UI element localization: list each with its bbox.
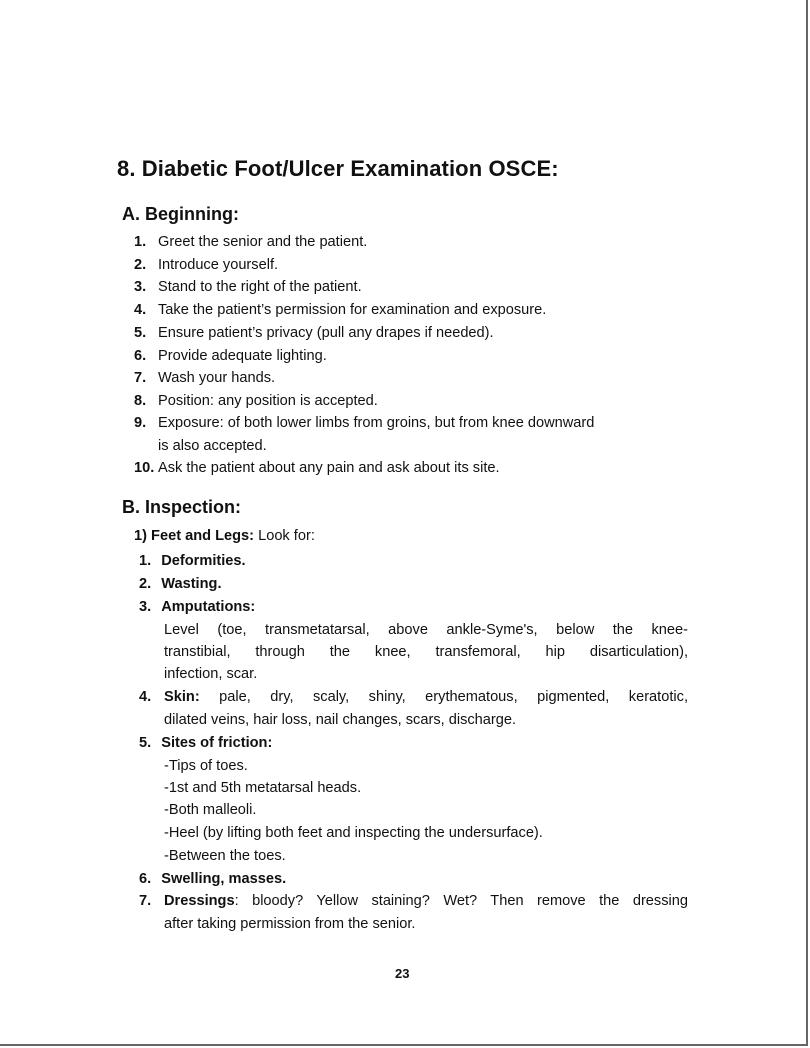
a-item-text: Take the patient’s permission for examination and exposure. <box>158 302 547 318</box>
a-item-text: Position: any position is accepted. <box>158 393 378 409</box>
a-item-2 <box>134 254 278 277</box>
b-item-5-label: Sites of friction: <box>161 735 273 751</box>
page-number: 23 <box>395 966 410 981</box>
b-item-2-num: 2. <box>139 576 152 592</box>
section-a-heading: A. Beginning: <box>122 204 239 224</box>
b-item-1-num: 1. <box>139 553 152 569</box>
b-item-3-line-1: Level (toe, transmetatarsal, above ankle-Syme's, below the knee- <box>164 622 688 638</box>
b-item-2 <box>139 573 222 596</box>
b-item-1 <box>139 550 246 573</box>
b-item-3-label: Amputations: <box>161 599 256 615</box>
friction-site: -Tips of toes. <box>164 758 248 774</box>
b-item-7-label: Dressings <box>164 893 235 909</box>
a-item-8 <box>134 390 378 413</box>
b-item-2-label: Wasting. <box>161 576 222 592</box>
a-item-text: Ask the patient about any pain and ask about its site. <box>158 460 500 476</box>
b-item-6-num: 6. <box>139 871 152 887</box>
a-item-text: Introduce yourself. <box>158 257 279 273</box>
a-item-5 <box>134 322 494 345</box>
a-item-num: 7. <box>134 370 147 386</box>
b-item-7 <box>139 890 151 913</box>
b-item-7-line-2: after taking permission from the senior. <box>164 916 416 932</box>
b-item-3-line-2: transtibial, through the knee, transfemoral, hip disarticulation), <box>164 644 688 660</box>
a-item-num: 6. <box>134 348 147 364</box>
a-item-9 <box>134 412 594 435</box>
a-item-num: 5. <box>134 325 147 341</box>
b-item-7-line-1 <box>164 890 688 913</box>
b-item-3-num: 3. <box>139 599 152 615</box>
b-item-1-label: Deformities. <box>161 553 246 569</box>
a-item-3 <box>134 276 362 299</box>
subsection-label: Feet and Legs: <box>151 528 255 544</box>
a-item-text: Stand to the right of the patient. <box>158 279 362 295</box>
a-item-text: Ensure patient’s privacy (pull any drapes if needed). <box>158 325 494 341</box>
subsection-number: 1) <box>134 528 147 544</box>
section-b-heading: B. Inspection: <box>122 497 242 517</box>
b-item-6 <box>139 868 286 891</box>
b-item-6-label: Swelling, masses. <box>161 871 287 887</box>
b-item-3-line-3: infection, scar. <box>164 666 258 682</box>
a-item-4 <box>134 299 546 322</box>
a-item-1 <box>134 231 367 254</box>
a-item-text: Greet the senior and the patient. <box>158 234 368 250</box>
a-item-num: 2. <box>134 257 147 273</box>
b-item-4-text: pale, dry, scaly, shiny, erythematous, pigmented, keratotic, <box>199 689 688 705</box>
b-item-2-label-wrap <box>161 576 221 592</box>
b-item-7-text: : bloody? Yellow staining? Wet? Then remove the dressing <box>234 893 688 909</box>
a-item-text: Exposure: of both lower limbs from groins, but from knee downward <box>158 415 595 431</box>
b-item-5 <box>139 732 272 755</box>
b-item-4 <box>139 686 151 709</box>
friction-site: -Heel (by lifting both feet and inspecting the undersurface). <box>164 825 543 841</box>
b-item-4-line-2: dilated veins, hair loss, nail changes, scars, discharge. <box>164 712 517 728</box>
subsection-text: Look for: <box>254 528 315 544</box>
a-item-num: 4. <box>134 302 147 318</box>
b-item-7-num: 7. <box>139 893 152 909</box>
b-item-4-num: 4. <box>139 689 152 705</box>
a-item-continuation: is also accepted. <box>158 438 267 454</box>
b-item-3 <box>139 596 255 619</box>
a-item-num: 9. <box>134 415 147 431</box>
a-item-10 <box>134 457 500 480</box>
a-item-num: 10. <box>134 460 155 476</box>
friction-site: -1st and 5th metatarsal heads. <box>164 780 362 796</box>
friction-site: -Between the toes. <box>164 848 286 864</box>
a-item-6 <box>134 345 327 368</box>
a-item-text: Wash your hands. <box>158 370 276 386</box>
b-item-4-line-1 <box>164 686 688 709</box>
page-title: 8. Diabetic Foot/Ulcer Examination OSCE: <box>117 156 559 181</box>
a-item-num: 8. <box>134 393 147 409</box>
a-item-num: 3. <box>134 279 147 295</box>
a-item-text: Provide adequate lighting. <box>158 348 327 364</box>
b-item-5-num: 5. <box>139 735 152 751</box>
subsection-feet-legs <box>134 525 315 548</box>
friction-site: -Both malleoli. <box>164 802 257 818</box>
a-item-7 <box>134 367 275 390</box>
a-item-num: 1. <box>134 234 147 250</box>
b-item-4-label: Skin: <box>164 689 200 705</box>
